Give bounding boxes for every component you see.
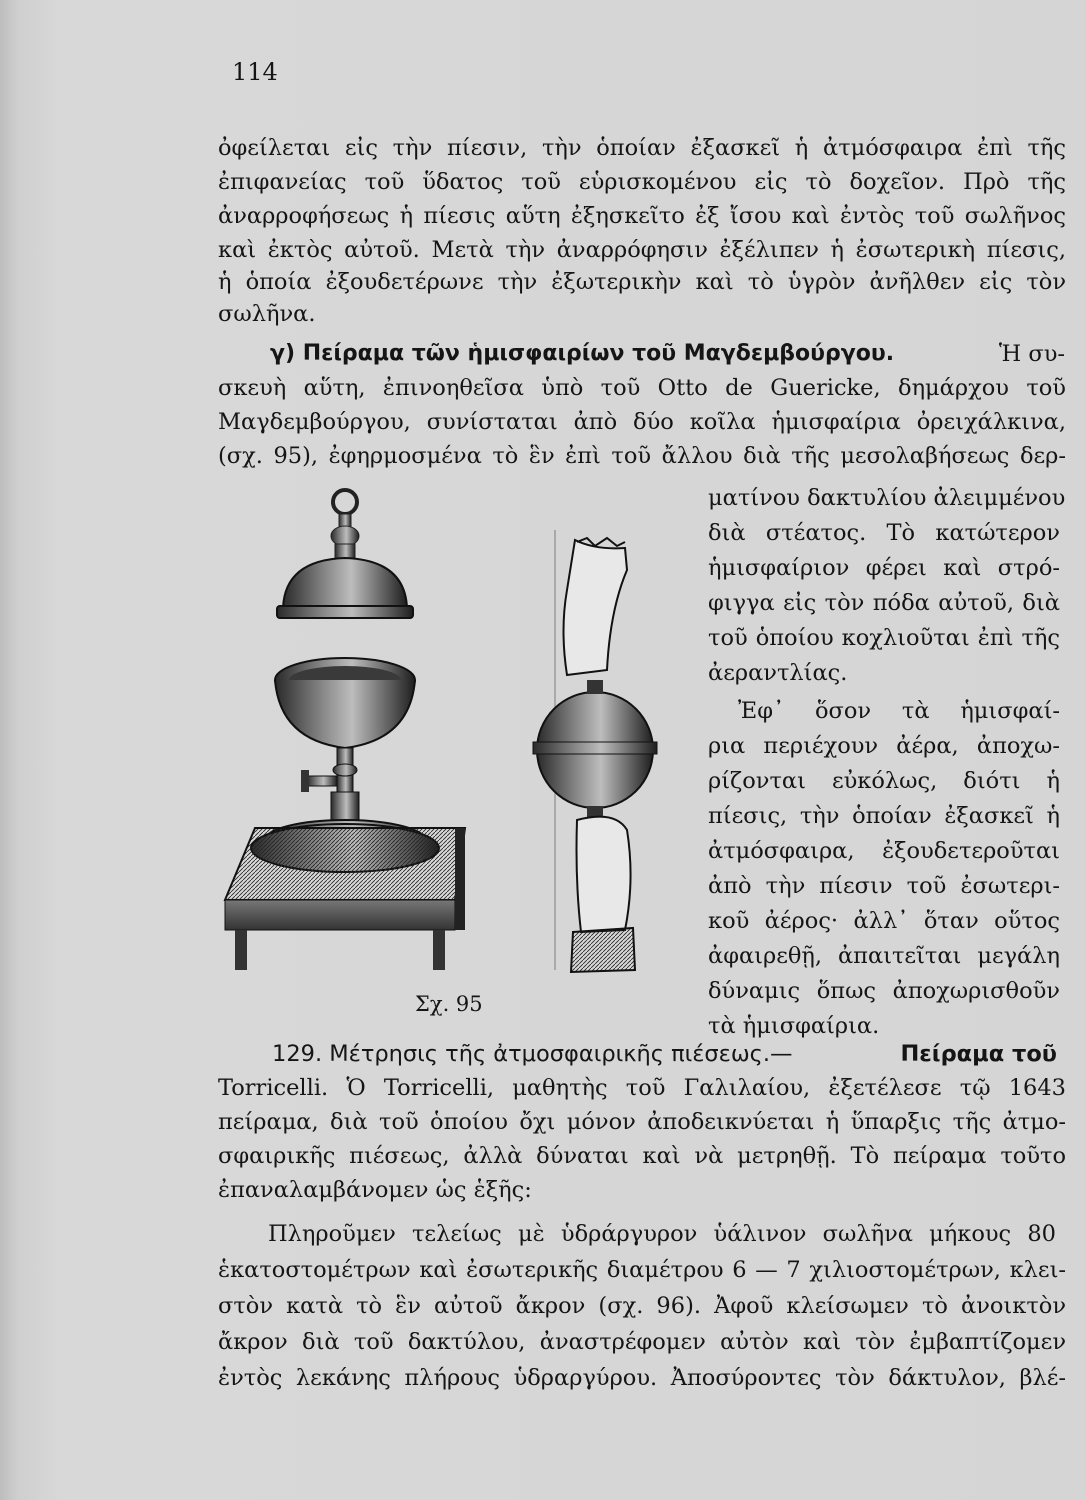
section-129-heading-bold: Πείραμα τοῦ (900, 1041, 1057, 1067)
column-line: ρίζονται εὐκόλως, διότι ἡ (708, 768, 1060, 794)
text-line: ἀναρροφήσεως ἡ πίεσις αὕτη ἐξησκεῖτο ἐξ ἴσου καὶ ἐντὸς τοῦ σωλῆνος (218, 203, 1066, 229)
text-line: (σχ. 95), ἐφηρμοσμένα τὸ ἓν ἐπὶ τοῦ ἄλλου διὰ τῆς μεσολαβήσεως δερ- (218, 443, 1066, 469)
text-line: Torricelli. Ὁ Torricelli, μαθητὴς τοῦ Γαλιλαίου, ἐξετέλεσε τῷ 1643 (218, 1075, 1066, 1101)
column-line: κοῦ ἀέρος· ἀλλ᾽ ὅταν οὕτος (708, 908, 1060, 934)
text-line: ἑκατοστομέτρων καὶ ἐσωτερικῆς διαμέτρου 6 — 7 χιλιοστομέτρων, κλει- (218, 1257, 1066, 1283)
text-line: στὸν κατὰ τὸ ἓν αὐτοῦ ἄκρον (σχ. 96). Ἀφοῦ κλείσωμεν τὸ ἀνοικτὸν (218, 1293, 1066, 1319)
column-line: διὰ στέατος. Τὸ κατώτερον (708, 520, 1060, 546)
section-129-heading: 129. Μέτρησις τῆς ἀτμοσφαιρικῆς πιέσεως.— (272, 1041, 793, 1067)
section-g-heading-line (270, 340, 1065, 368)
column-line: ρια περιέχουν ἀέρα, ἀποχω- (708, 733, 1060, 759)
column-line: τοῦ ὁποίου κοχλιοῦται ἐπὶ τῆς (708, 625, 1060, 651)
column-line: ἀτμόσφαιρα, ἐξουδετεροῦται (708, 838, 1060, 864)
text-line: ἐπιφανείας τοῦ ὕδατος τοῦ εὑρισκομένου εἰς τὸ δοχεῖον. Πρὸ τῆς (218, 169, 1066, 195)
column-line: ἀφαιρεθῇ, ἀπαιτεῖται μεγάλη (708, 943, 1060, 969)
text-line: σκευὴ αὕτη, ἐπινοηθεῖσα ὑπὸ τοῦ Otto de Guericke, δημάρχου τοῦ (218, 375, 1066, 401)
column-line: φιγγα εἰς τὸν πόδα αὐτοῦ, διὰ (708, 590, 1060, 616)
text-line: Πληροῦμεν τελείως μὲ ὑδράργυρον ὑάλινον σωλῆνα μήκους 80 (268, 1221, 1056, 1247)
magdeburg-hemispheres-figure (215, 480, 685, 990)
column-line: πίεσις, τὴν ὁποίαν ἐξασκεῖ ἡ (708, 803, 1060, 829)
text-line: ἄκρον διὰ τοῦ δακτύλου, ἀναστρέφομεν αὐτὸν καὶ τὸν ἐμβαπτίζομεν (218, 1329, 1066, 1355)
figure-caption: Σχ. 95 (415, 992, 483, 1016)
text-line: Μαγδεμβούργου, συνίσταται ἀπὸ δύο κοῖλα ἡμισφαίρια ὀρειχάλκινα, (218, 409, 1066, 435)
text-line: ἐπαναλαμβάνομεν ὡς ἑξῆς: (218, 1177, 532, 1203)
text-line: ἐντὸς λεκάνης πλήρους ὑδραργύρου. Ἀποσύροντες τὸν δάκτυλον, βλέ- (218, 1365, 1066, 1391)
column-line: ἡμισφαίριον φέρει καὶ στρό- (708, 555, 1060, 581)
text-line: καὶ ἐκτὸς αὐτοῦ. Μετὰ τὴν ἀναρρόφησιν ἐξέλιπεν ἡ ἐσωτερικὴ πίεσις, (218, 237, 1066, 263)
column-line: τὰ ἡμισφαίρια. (708, 1013, 880, 1039)
section-g-heading: γ) Πείραμα τῶν ἡμισφαιρίων τοῦ Μαγδεμβούργου. (270, 341, 895, 366)
text-line: σωλῆνα. (218, 301, 316, 327)
section-g-heading-rest: Ἡ συ- (998, 341, 1065, 367)
column-line: Ἐφ᾽ ὅσον τὰ ἡμισφαί- (738, 698, 1060, 724)
column-line: ἀπὸ τὴν πίεσιν τοῦ ἐσωτερι- (708, 873, 1060, 899)
text-line: ἡ ὁποία ἐξουδετέρωνε τὴν ἐξωτερικὴν καὶ τὸ ὑγρὸν ἀνῆλθεν εἰς τὸν (218, 269, 1066, 295)
text-line: πείραμα, διὰ τοῦ ὁποίου ὄχι μόνον ἀποδεικνύεται ἡ ὕπαρξις τῆς ἀτμο- (218, 1109, 1066, 1135)
section-129-heading-line (272, 1040, 1057, 1068)
column-line: ματίνου δακτυλίου ἀλειμμένου (708, 485, 1066, 511)
held-sphere (533, 530, 657, 972)
column-line: ἀεραντλίας. (708, 660, 848, 686)
text-line: σφαιρικῆς πιέσεως, ἀλλὰ δύναται καὶ νὰ μετρηθῇ. Τὸ πείραμα τοῦτο (218, 1143, 1066, 1169)
column-line: δύναμις ὅπως ἀποχωρισθοῦν (708, 978, 1060, 1004)
text-line: ὀφείλεται εἰς τὴν πίεσιν, τὴν ὁποίαν ἐξασκεῖ ἡ ἀτμόσφαιρα ἐπὶ τῆς (218, 135, 1066, 161)
lower-hemisphere-stand (225, 658, 465, 970)
page-number: 114 (232, 58, 278, 86)
upper-hemisphere (277, 490, 413, 618)
